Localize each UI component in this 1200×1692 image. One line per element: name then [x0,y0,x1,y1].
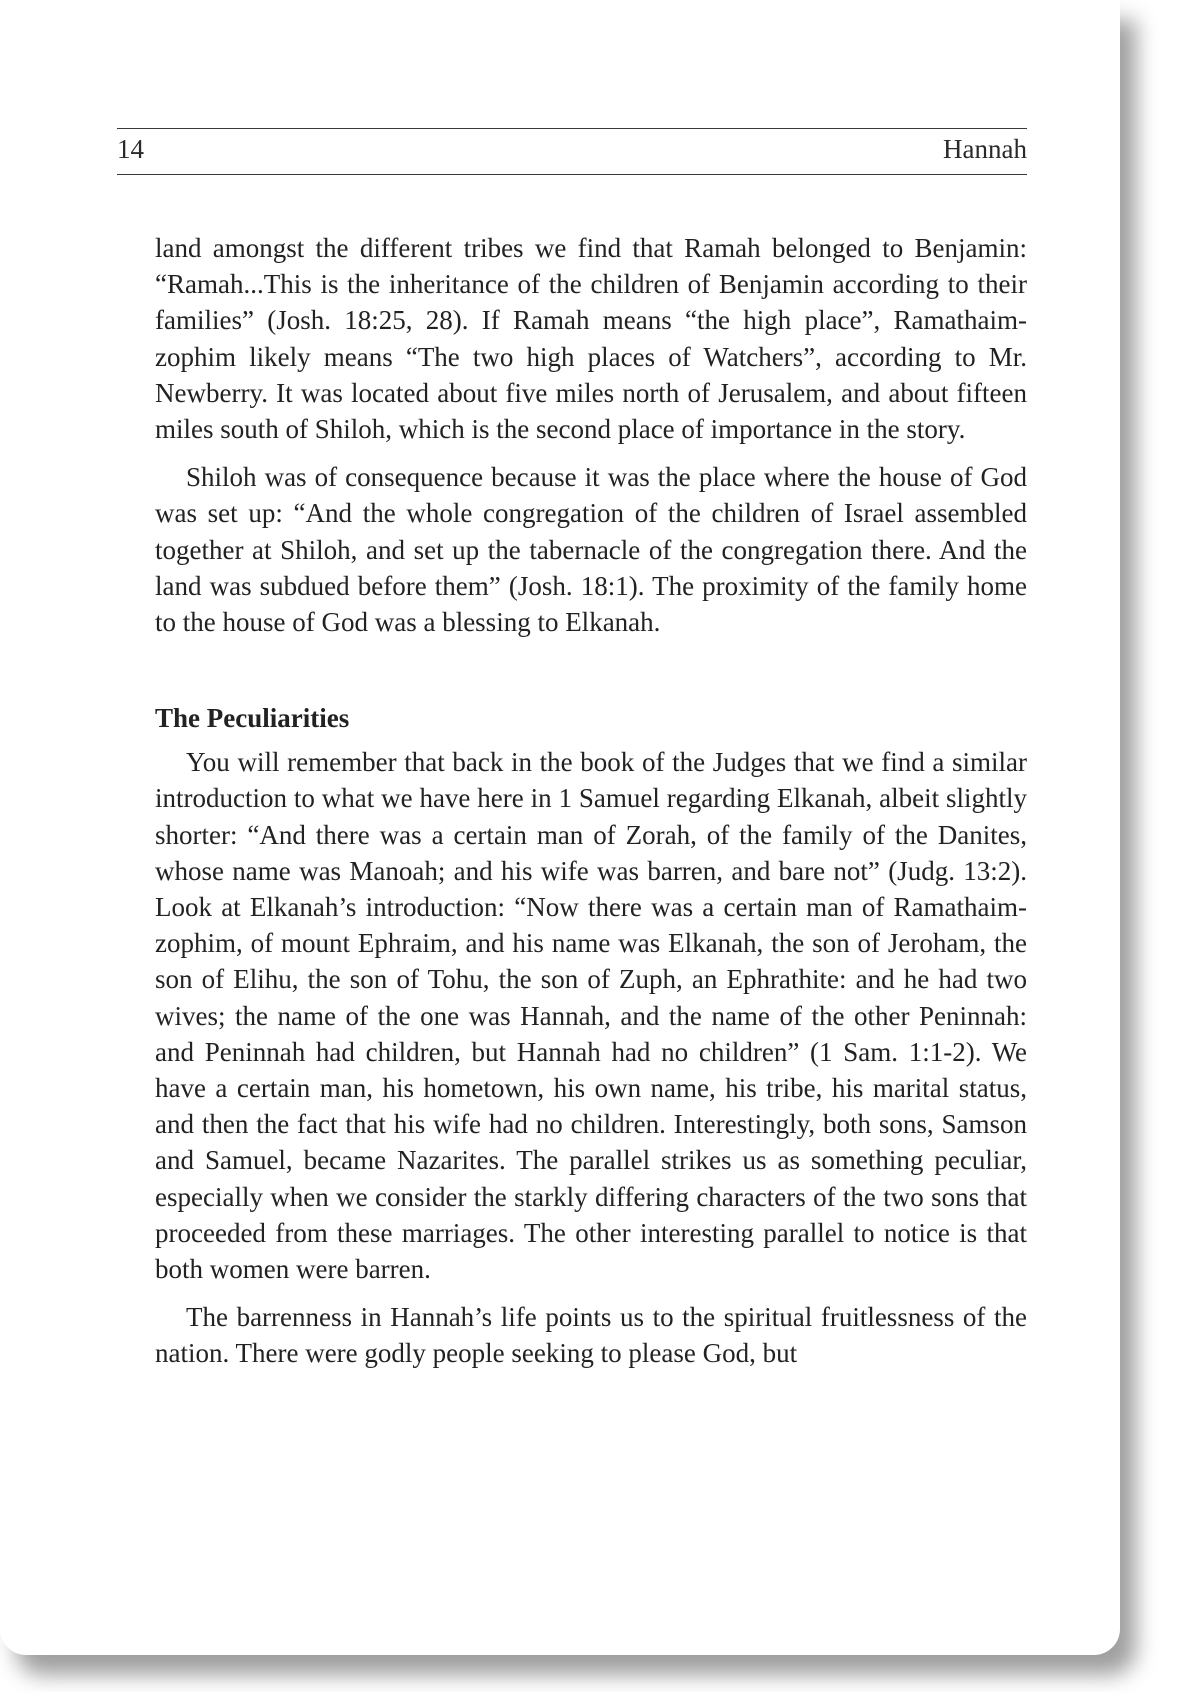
page-body [155,230,1027,1372]
body-paragraph: land amongst the different tribes we find that Ramah belonged to Benjamin: “Ramah...This is the inheritance of the children of Benjamin according to their families” (Josh. 18:25, 28). If Ramah means “the high place”, Ramathaim-zophim likely means “The two high places of Watchers”, according to Mr. Newberry. It was located about five miles north of Jerusalem, and about fifteen miles south of Shiloh, which is the second place of importance in the story. [155,233,1027,445]
running-title: Hannah [943,134,1027,164]
body-paragraph: You will remember that back in the book of the Judges that we find a similar introduction to what we have here in 1 Samuel regarding Elkanah, albeit slightly shorter: “And there was a certain man of Zorah, of the family of the Danites, whose name was Manoah; and his wife was barren, and bare not” (Judg. 13:2). Look at Elkanah’s introduction: “Now there was a certain man of Ramathaim-zophim, of mount Ephraim, and his name was Elkanah, the son of Jeroham, the son of Elihu, the son of Tohu, the son of Zuph, an Ephrathite: and he had two wives; the name of the one was Hannah, and the name of the other Peninnah: and Peninnah had children, but Hannah had no children” (1 Sam. 1:1-2). We have a certain man, his hometown, his own name, his tribe, his marital status, and then the fact that his wife had no children. Interestingly, both sons, Samson and Samuel, became Nazarites. The parallel strikes us as something peculiar, especially when we consider the starkly differing characters of the two sons that proceeded from these marriages. The other interesting parallel to notice is that both women were barren. [155,747,1027,1285]
section-heading: The Peculiarities [155,703,350,734]
page-number: 14 [117,134,144,164]
body-paragraph: The barrenness in Hannah’s life points us to the spiritual fruitlessness of the nation. There were godly people seeking to please God, but [155,1302,1027,1369]
running-header [117,128,1027,175]
body-paragraph: Shiloh was of consequence because it was the place where the house of God was set up: “And the whole congregation of the children of Israel assembled together at Shiloh, and set up the tabernacle of the congregation there. And the land was subdued before them” (Josh. 18:1). The proximity of the family home to the house of God was a blessing to Elkanah. [155,462,1027,638]
